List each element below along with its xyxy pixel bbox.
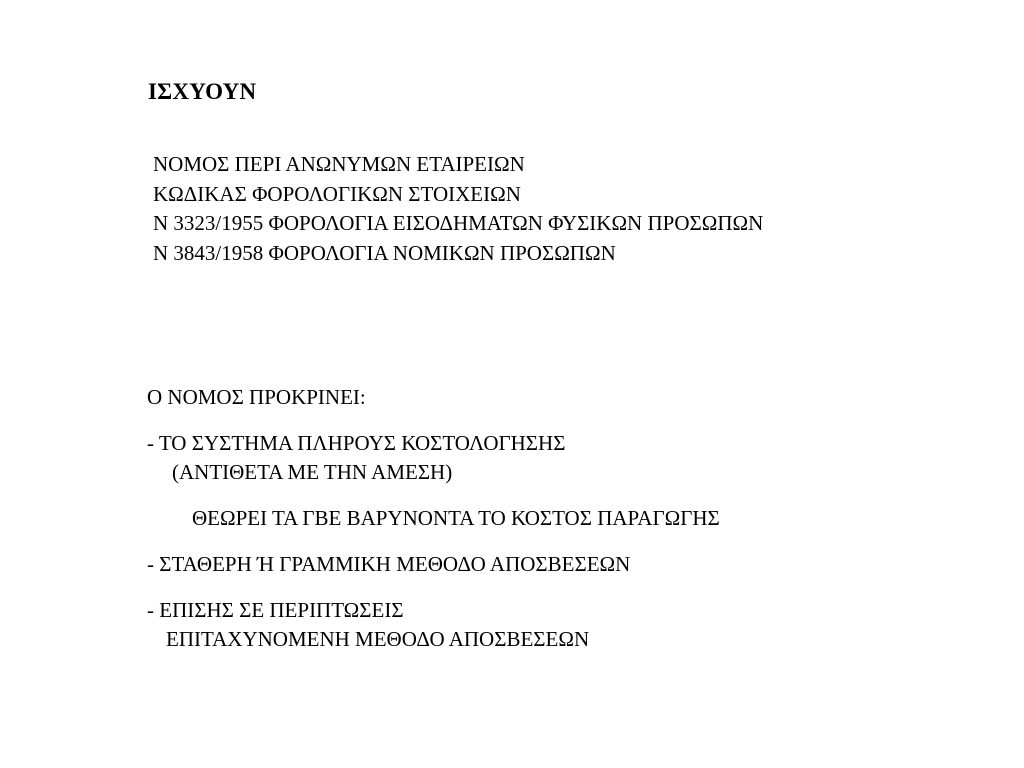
law-item: Ν 3323/1955 ΦΟΡΟΛΟΓΙΑ ΕΙΣΟΔΗΜΑΤΩΝ ΦΥΣΙΚΩΝ ΠΡΟΣΩΠΩΝ	[153, 211, 764, 235]
costing-system-item: - ΤΟ ΣΥΣΤΗΜΑ ΠΛΗΡΟΥΣ ΚΟΣΤΟΛΟΓΗΣΗΣ	[147, 431, 566, 455]
accelerated-depreciation-item: - ΕΠΙΣΗΣ ΣΕ ΠΕΡΙΠΤΩΣΕΙΣ	[147, 598, 404, 622]
slide-title: ΙΣΧΥΟΥΝ	[148, 79, 257, 104]
law-item: ΚΩΔΙΚΑΣ ΦΟΡΟΛΟΓΙΚΩΝ ΣΤΟΙΧΕΙΩΝ	[153, 181, 521, 206]
law-item: ΝΟΜΟΣ ΠΕΡΙ ΑΝΩΝΥΜΩΝ ΕΤΑΙΡΕΙΩΝ	[153, 152, 525, 176]
accelerated-depreciation-detail: ΕΠΙΤΑΧΥΝΟΜΕΝΗ ΜΕΘΟΔΟ ΑΠΟΣΒΕΣΕΩΝ	[166, 627, 590, 651]
laws-list	[153, 150, 763, 268]
straight-line-depreciation-item: - ΣΤΑΘΕΡΗ Ή ΓΡΑΜΜΙΚΗ ΜΕΘΟΔΟ ΑΠΟΣΒΕΣΕΩΝ	[147, 552, 631, 576]
overhead-note: ΘΕΩΡΕΙ ΤΑ ΓΒΕ ΒΑΡΥΝΟΝΤΑ ΤΟ ΚΟΣΤΟΣ ΠΑΡΑΓΩΓΗΣ	[192, 506, 720, 530]
law-prefers-heading: Ο ΝΟΜΟΣ ΠΡΟΚΡΙΝΕΙ:	[147, 385, 366, 409]
costing-system-note: (ΑΝΤΙΘΕΤΑ ΜΕ ΤΗΝ ΑΜΕΣΗ)	[172, 460, 453, 484]
law-item: Ν 3843/1958 ΦΟΡΟΛΟΓΙΑ ΝΟΜΙΚΩΝ ΠΡΟΣΩΠΩΝ	[153, 240, 616, 265]
